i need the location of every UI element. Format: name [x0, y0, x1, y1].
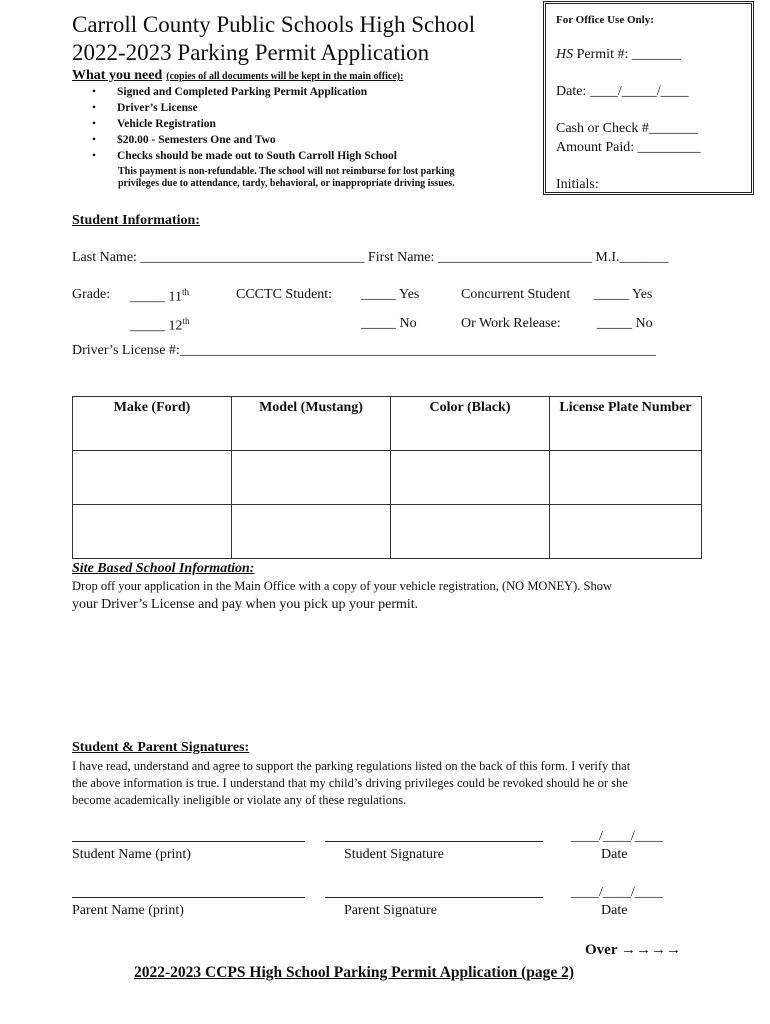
signatures-heading: Student & Parent Signatures: — [72, 740, 250, 755]
grade-12-suffix: th — [182, 316, 190, 326]
concurrent-no-option: _____ No — [597, 316, 653, 331]
table-header-row — [73, 397, 702, 451]
table-cell — [73, 505, 232, 559]
table-cell — [391, 505, 550, 559]
student-signature-line — [325, 841, 543, 842]
table-cell — [550, 451, 702, 505]
office-use-box — [543, 1, 754, 195]
cash-check-field: Cash or Check #_______ — [556, 121, 698, 136]
student-info-heading: Student Information: — [72, 213, 200, 228]
student-signature-label: Student Signature — [344, 847, 444, 862]
permit-hs-label: HS — [556, 47, 574, 62]
concurrent-label: Concurrent Student — [461, 287, 571, 302]
requirements-list — [72, 84, 397, 164]
vehicle-table — [72, 396, 702, 559]
what-you-need — [72, 66, 403, 84]
grade-11-label: _____ 11 — [130, 289, 182, 305]
table-cell — [73, 451, 232, 505]
agreement-line1: I have read, understand and agree to support the parking regulations listed on the back of this form. I verify that — [72, 759, 631, 773]
parent-date-label: Date — [601, 903, 628, 918]
office-date-field: Date: ____/_____/____ — [556, 84, 689, 99]
col-license-plate: License Plate Number — [550, 397, 702, 451]
ccctc-label: CCCTC Student: — [236, 287, 333, 302]
grade-11-option — [130, 287, 189, 306]
drivers-license-line: Driver’s License #:____________________________________________________________________ — [72, 343, 656, 358]
list-item: • Checks should be made out to South Carroll High School — [72, 148, 397, 164]
refund-note-line2: privileges due to attendance, tardy, behavioral, or inappropriate driving issues. — [118, 178, 455, 189]
work-release-label: Or Work Release: — [461, 316, 561, 331]
concurrent-yes-option: _____ Yes — [594, 287, 653, 302]
parent-signature-label: Parent Signature — [344, 903, 437, 918]
site-info-line1: Drop off your application in the Main Office with a copy of your vehicle registration, (NO MONEY). Show — [72, 579, 613, 593]
what-you-need-heading: What you need — [72, 68, 163, 83]
initials-field: Initials: — [556, 177, 599, 192]
list-item: • Signed and Completed Parking Permit Application — [72, 84, 397, 100]
list-item: • Driver’s License — [72, 100, 397, 116]
agreement-line3: become academically ineligible or violate any of these regulations. — [72, 793, 407, 807]
parent-signature-line — [325, 897, 543, 898]
student-date-label: Date — [601, 847, 628, 862]
ccctc-yes-option: _____ Yes — [361, 287, 420, 302]
amount-paid-field: Amount Paid: _________ — [556, 140, 701, 155]
table-row — [73, 505, 702, 559]
list-item: • Vehicle Registration — [72, 116, 397, 132]
table-cell — [391, 451, 550, 505]
form-title-line1: Carroll County Public Schools High School — [72, 12, 476, 37]
parent-name-label: Parent Name (print) — [72, 903, 184, 918]
table-cell — [232, 505, 391, 559]
parent-date-blank: ____/____/____ — [571, 885, 663, 900]
agreement-line2: the above information is true. I understand that my child’s driving privileges could be revoked should he or she — [72, 776, 628, 790]
table-row — [73, 451, 702, 505]
name-fields-line: Last Name: ________________________________ First Name: ______________________ M.I._______ — [72, 250, 669, 265]
col-model: Model (Mustang) — [232, 397, 391, 451]
page2-title: 2022-2023 CCPS High School Parking Permit Application (page 2) — [134, 964, 575, 981]
site-info-heading: Site Based School Information: — [72, 561, 255, 576]
form-title-line2: 2022-2023 Parking Permit Application — [72, 40, 430, 65]
grade-label: Grade: — [72, 287, 111, 302]
table-cell — [232, 451, 391, 505]
over-indicator: Over →→→→ — [585, 942, 681, 958]
student-date-blank: ____/____/____ — [571, 829, 663, 844]
col-make: Make (Ford) — [73, 397, 232, 451]
table-cell — [550, 505, 702, 559]
ccctc-no-option: _____ No — [361, 316, 417, 331]
refund-note-line1: This payment is non-refundable. The school will not reimburse for lost parking — [118, 166, 455, 177]
office-heading: For Office Use Only: — [556, 14, 654, 26]
permit-number-field — [556, 47, 681, 63]
what-you-need-note: (copies of all documents will be kept in the main office): — [166, 71, 404, 82]
grade-12-option — [130, 316, 190, 335]
permit-number-label: Permit #: _______ — [573, 47, 681, 62]
grade-12-label: _____ 12 — [130, 318, 183, 334]
student-name-line — [72, 841, 305, 842]
parent-name-line — [72, 897, 305, 898]
grade-11-suffix: th — [181, 287, 189, 297]
list-item: • $20.00 - Semesters One and Two — [72, 132, 397, 148]
student-name-label: Student Name (print) — [72, 847, 191, 862]
col-color: Color (Black) — [391, 397, 550, 451]
site-info-line2: your Driver’s License and pay when you pick up your permit. — [72, 597, 419, 612]
